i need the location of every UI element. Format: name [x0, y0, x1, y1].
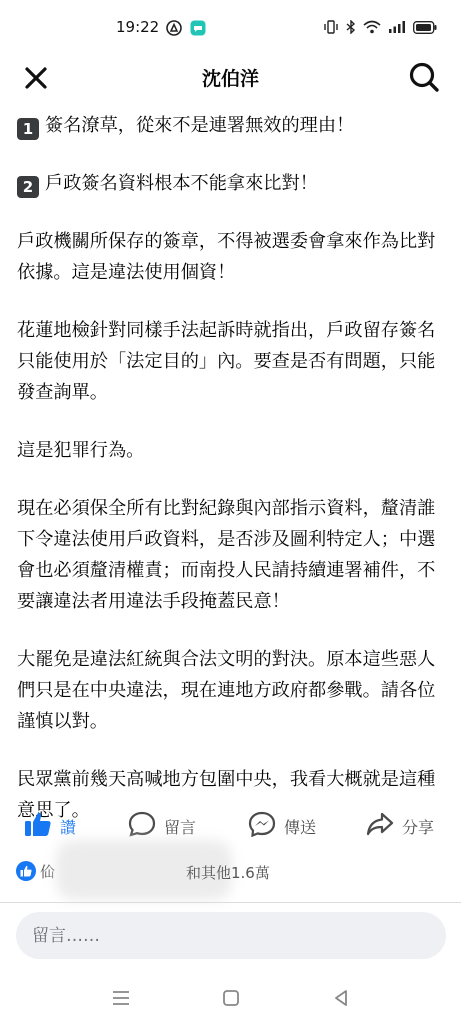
messenger-send-button[interactable]: [248, 808, 316, 844]
signal-icon: [388, 19, 406, 38]
battery-icon: [413, 19, 437, 38]
post-paragraph-2: [17, 168, 449, 199]
number-badge-1: 1: [17, 118, 39, 140]
thumbs-up-icon: [24, 811, 52, 841]
status-time: 19:22: [116, 18, 160, 36]
vibrate-icon: [323, 19, 339, 38]
post-paragraph-7: 大罷免是違法紅統與合法文明的對決。原本這些惡人們只是在中央違法，現在連地方政府都參戰。請各位謹慎以對。: [17, 649, 436, 732]
like-button[interactable]: [24, 808, 76, 844]
comment-bubble-icon: [128, 811, 156, 841]
share-button[interactable]: [366, 808, 434, 844]
like-label: 讚: [60, 817, 77, 837]
share-label: 分享: [402, 817, 435, 837]
home-icon[interactable]: [219, 986, 243, 1010]
paragraph-text: 戶政簽名資料根本不能拿來比對！: [45, 173, 318, 194]
reactions-name-prefix: 佡: [40, 862, 56, 881]
post-paragraph-5: 這是犯罪行為。: [17, 440, 145, 461]
triangle-app-icon: [166, 20, 182, 40]
messenger-icon: [248, 811, 276, 841]
post-paragraph-6: 現在必須保全所有比對紀錄與內部指示資料，釐清誰下令違法使用戶政資料，是否涉及圖利特定人；中選會也必須釐清權責；而南投人民請持續連署補件，不要讓違法者用違法手段掩蓋民意！: [17, 498, 436, 612]
post-body: [17, 110, 449, 853]
post-paragraph-8: 民眾黨前幾天高喊地方包圍中央，我看大概就是這種意思了。: [17, 769, 436, 821]
page-title: 沈伯洋: [201, 68, 259, 90]
paragraph-text: 簽名潦草，從來不是連署無效的理由！: [45, 115, 355, 136]
system-nav-bar: [0, 976, 461, 1024]
post-paragraph-4: 花蓮地檢針對同樣手法起訴時就指出，戶政留存簽名只能使用於「法定目的」內。要查是否有問題，只能發查詢單。: [17, 320, 436, 403]
menu-icon[interactable]: [109, 986, 133, 1010]
status-right-icons: [323, 19, 437, 38]
chat-app-icon: [190, 20, 206, 40]
status-bar: [0, 0, 461, 58]
reactions-count: 和其他1.6萬: [186, 864, 270, 882]
comment-input[interactable]: [16, 912, 446, 959]
post-actions: [0, 808, 461, 844]
post-paragraph-1: [17, 110, 449, 141]
messenger-label: 傳送: [284, 817, 317, 837]
reactions-summary[interactable]: [16, 856, 270, 886]
search-icon[interactable]: [407, 60, 441, 94]
divider: [0, 902, 461, 903]
comment-button[interactable]: [128, 808, 196, 844]
share-arrow-icon: [366, 811, 394, 841]
bluetooth-icon: [346, 19, 356, 38]
comment-label: 留言: [164, 817, 197, 837]
number-badge-2: 2: [17, 176, 39, 198]
comment-input-container[interactable]: [16, 912, 446, 959]
status-left-icons: [166, 20, 206, 40]
post-paragraph-3: 戶政機關所保存的簽章，不得被選委會拿來作為比對依據。這是違法使用個資！: [17, 231, 436, 283]
top-bar: [0, 58, 461, 104]
back-icon[interactable]: [329, 986, 353, 1010]
wifi-icon: [363, 19, 381, 38]
like-reaction-icon: [16, 861, 36, 881]
